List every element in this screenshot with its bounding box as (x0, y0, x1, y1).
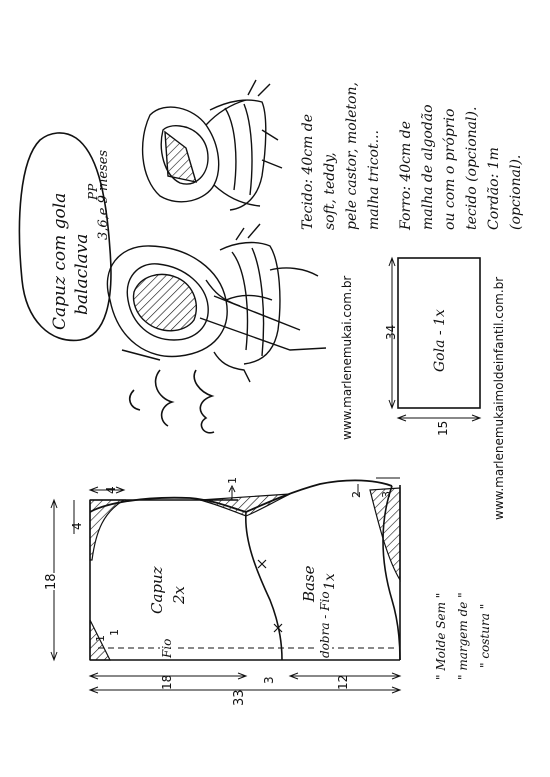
note-line2: " margem de " (456, 592, 470, 680)
title-line2: balaclava (72, 233, 92, 315)
dim-3-bottom-label: 3 (262, 676, 276, 684)
dim-1-left-label: 1 (94, 635, 107, 642)
grain-right-label: dobra - Fio (318, 591, 332, 658)
dim-4-side-label: 4 (70, 522, 84, 530)
lining-line-3: ou com o próprio (442, 108, 458, 230)
dim-2-label: 2 (350, 491, 363, 498)
hood-label: Capuz (148, 566, 166, 614)
dim-1-top-label: 1 (226, 477, 239, 484)
url-top[interactable]: www.marlenemukai.com.br (340, 275, 354, 440)
grain-left-label: Fio (160, 638, 174, 658)
lining-line-2: malha de algodão (420, 104, 436, 230)
hood-count: 2x (170, 585, 188, 604)
lining-line-1: Forro: 40cm de (398, 121, 414, 230)
dim-hood-width-label: 18 (160, 674, 174, 690)
title-size: PP (86, 183, 100, 200)
dim-total-label: 33 (232, 689, 247, 706)
cord-line-2: (opcional). (508, 154, 524, 230)
fabric-line-1: Tecido: 40cm de (300, 113, 316, 230)
collar-height-label: 15 (436, 420, 450, 436)
signature-scribble (122, 350, 214, 433)
base-label: Base (300, 565, 318, 602)
note-line3: " costura " (478, 603, 492, 668)
pattern-pieces (51, 478, 400, 693)
collar-width-label: 34 (384, 324, 398, 340)
dim-top-label: 18 (44, 573, 59, 590)
cord-line-1: Cordão: 1m (486, 147, 502, 230)
fabric-line-3: pele castor, moleton, (344, 82, 360, 230)
note-line1: " Molde Sem " (434, 592, 448, 680)
dim-base-width-label: 12 (336, 674, 350, 690)
collar-label: Gola - 1x (432, 309, 448, 372)
fabric-line-2: soft, teddy, (322, 152, 338, 230)
title-age: 3,6,e 9 meses (96, 149, 111, 240)
dim-4-top-label: 4 (104, 486, 118, 494)
url-bottom[interactable]: www.marlenemukaimoldeinfantil.com.br (492, 276, 506, 520)
hood-sketch-large (107, 224, 326, 382)
dim-1-corner-label: 1 (108, 629, 121, 636)
title-line1: Capuz com gola (50, 192, 70, 330)
base-count: 1x (322, 573, 338, 590)
dim-3-right-label: 3 (380, 491, 393, 498)
fabric-line-4: malha tricot... (366, 130, 382, 230)
hood-sketch-small (143, 80, 282, 210)
lining-line-4: tecido (opcional). (464, 106, 480, 230)
